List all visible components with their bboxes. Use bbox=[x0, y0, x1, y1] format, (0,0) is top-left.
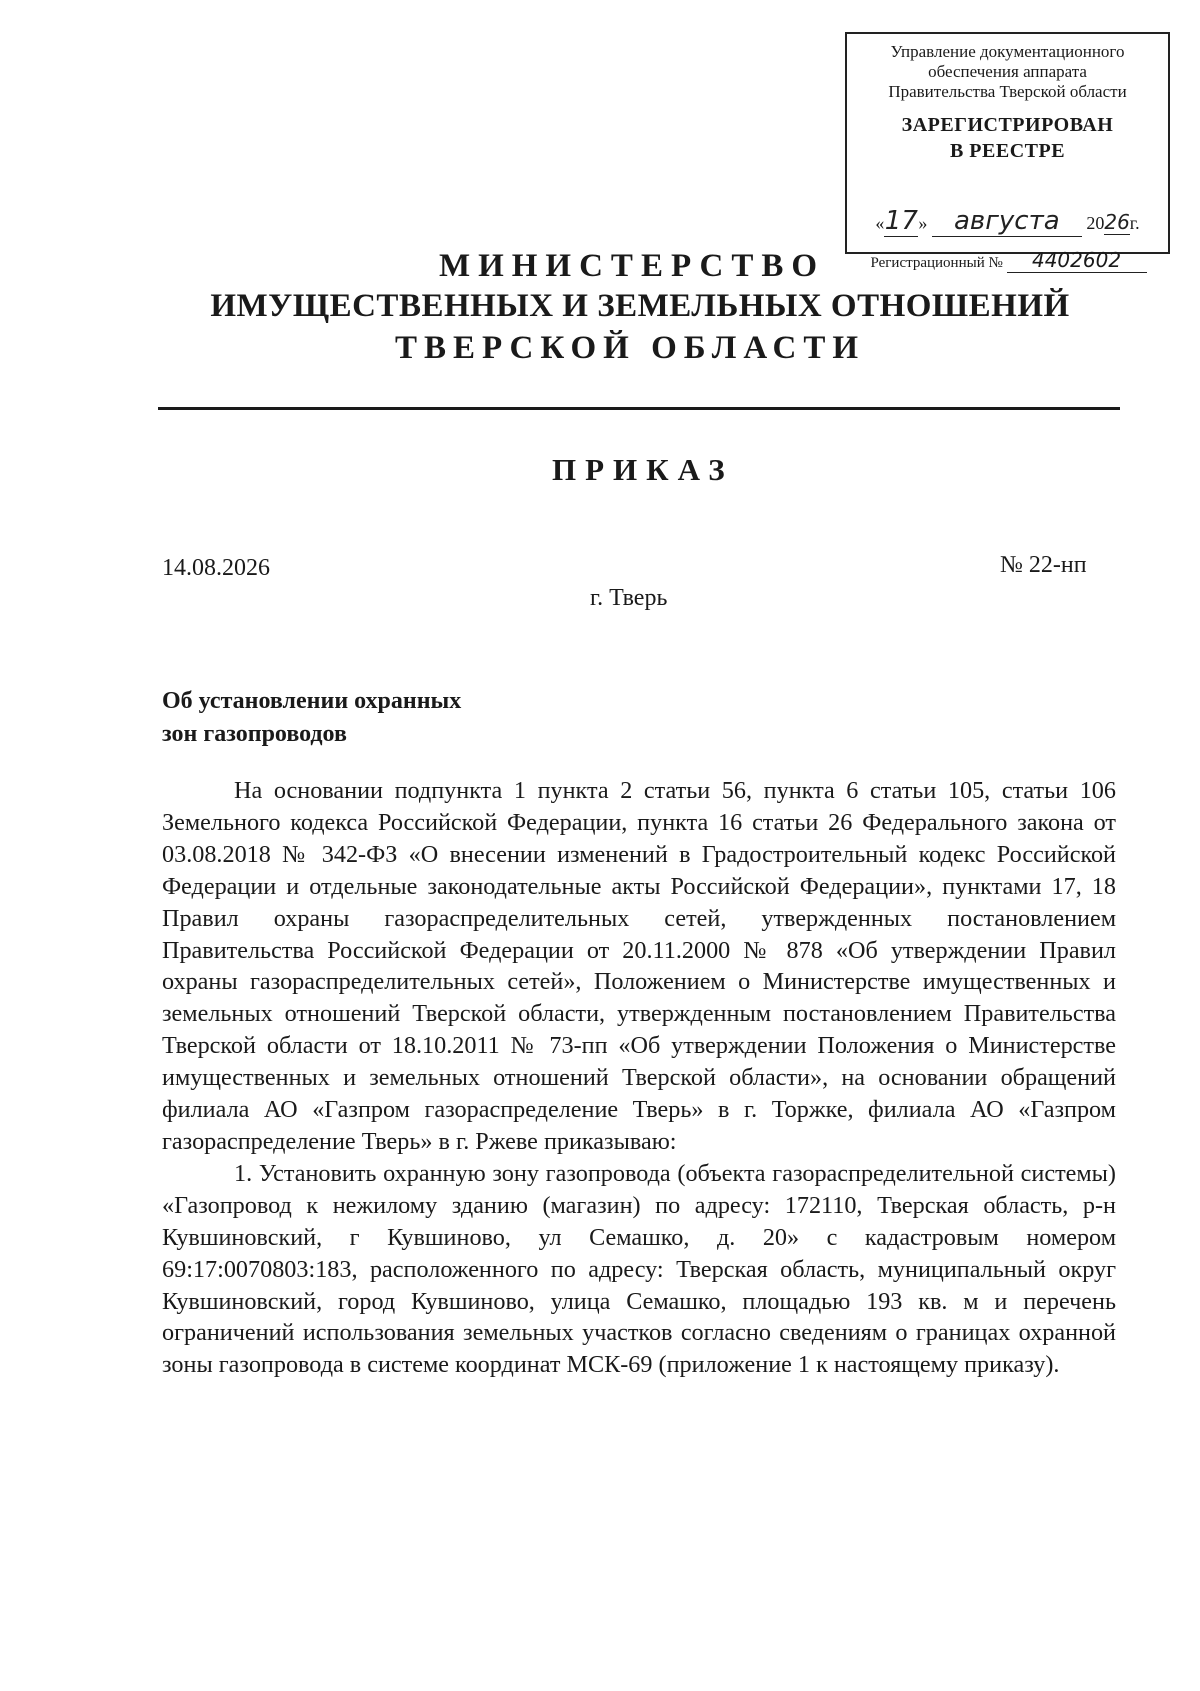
subject-line2: зон газопроводов bbox=[162, 721, 347, 747]
ministry-title-line3: ТВЕРСКОЙ ОБЛАСТИ bbox=[394, 330, 866, 366]
document-type: ПРИКАЗ bbox=[552, 452, 734, 487]
stamp-dept-line1: Управление документационного bbox=[890, 42, 1125, 61]
ministry-title-line2: ИМУЩЕСТВЕННЫХ И ЗЕМЕЛЬНЫХ ОТНОШЕНИЙ bbox=[210, 288, 1070, 324]
stamp-reg-value: 4402602 bbox=[1007, 248, 1147, 273]
stamp-dept-line2: обеспечения аппарата bbox=[928, 62, 1087, 81]
order-city: г. Тверь bbox=[590, 585, 668, 611]
stamp-registered-line1: ЗАРЕГИСТРИРОВАН bbox=[901, 114, 1114, 136]
stamp-department bbox=[847, 42, 1168, 102]
stamp-reg-label: Регистрационный № bbox=[870, 255, 1003, 271]
ministry-title-line1: МИНИСТЕРСТВО bbox=[438, 248, 826, 284]
order-subject bbox=[162, 685, 582, 751]
stamp-year-unit: г. bbox=[1129, 213, 1140, 233]
stamp-day: 17 bbox=[884, 206, 918, 236]
order-number: № 22-нп bbox=[1000, 552, 1087, 578]
subject-line1: Об установлении охранных bbox=[162, 688, 462, 714]
body-paragraph-item-1: 1. Установить охранную зону газопровода (объекта газораспределительной системы) «Газопровод к нежилому зданию (магазин) по адресу: 172110, Тверская область, р-н Кувшиновский, г Кувшиново, ул Семашко, д. 20» с кадастровым номером 69:17:0070803:183, расположенного по адресу: Тверская область, муниципальный округ Кувшиновский, город Кувшиново, улица Семашко, площадью 193 кв. м и перечень ограничений использования земельных участков согласно сведениям о границах охранной зоны газопровода в системе координат МСК-69 (приложение 1 к настоящему приказу). bbox=[162, 1159, 1116, 1379]
body-paragraph-preamble: На основании подпункта 1 пункта 2 статьи 56, пункта 6 статьи 105, статьи 106 Земельного кодекса Российской Федерации, пункта 16 статьи 26 Федерального закона от 03.08.2018 № 342-ФЗ «О внесении изменений в Градостроительный кодекс Российской Федерации и отдельные законодательные акты Российской Федерации», пунктами 17, 18 Правил охраны газораспределительных сетей, утвержденных постановлением Правительства Российской Федерации от 20.11.2000 № 878 «Об утверждении Правил охраны газораспределительных сетей», Положением о Министерстве имущественных и земельных отношений Тверской области, утвержденным постановлением Правительства Тверской области от 18.10.2011 № 73-пп «Об утверждении Положения о Министерстве имущественных и земельных отношений Тверской области», на основании обращений филиала АО «Газпром газораспределение Тверь» в г. Торжке, филиала АО «Газпром газораспределение Тверь» в г. Ржеве приказываю: bbox=[162, 777, 1116, 1155]
stamp-year-prefix: 20 bbox=[1086, 213, 1105, 233]
order-body bbox=[162, 775, 1116, 1381]
order-date: 14.08.2026 bbox=[162, 555, 270, 581]
header-divider bbox=[158, 407, 1120, 410]
registration-stamp bbox=[845, 32, 1170, 272]
stamp-registered-line2: В РЕЕСТРЕ bbox=[949, 140, 1066, 162]
stamp-date: «17» августа 2026г. bbox=[875, 206, 1140, 236]
stamp-registered bbox=[847, 112, 1168, 164]
stamp-dept-line3: Правительства Тверской области bbox=[888, 82, 1127, 101]
stamp-year-suffix: 26 bbox=[1104, 210, 1130, 234]
stamp-month: августа bbox=[932, 206, 1082, 237]
